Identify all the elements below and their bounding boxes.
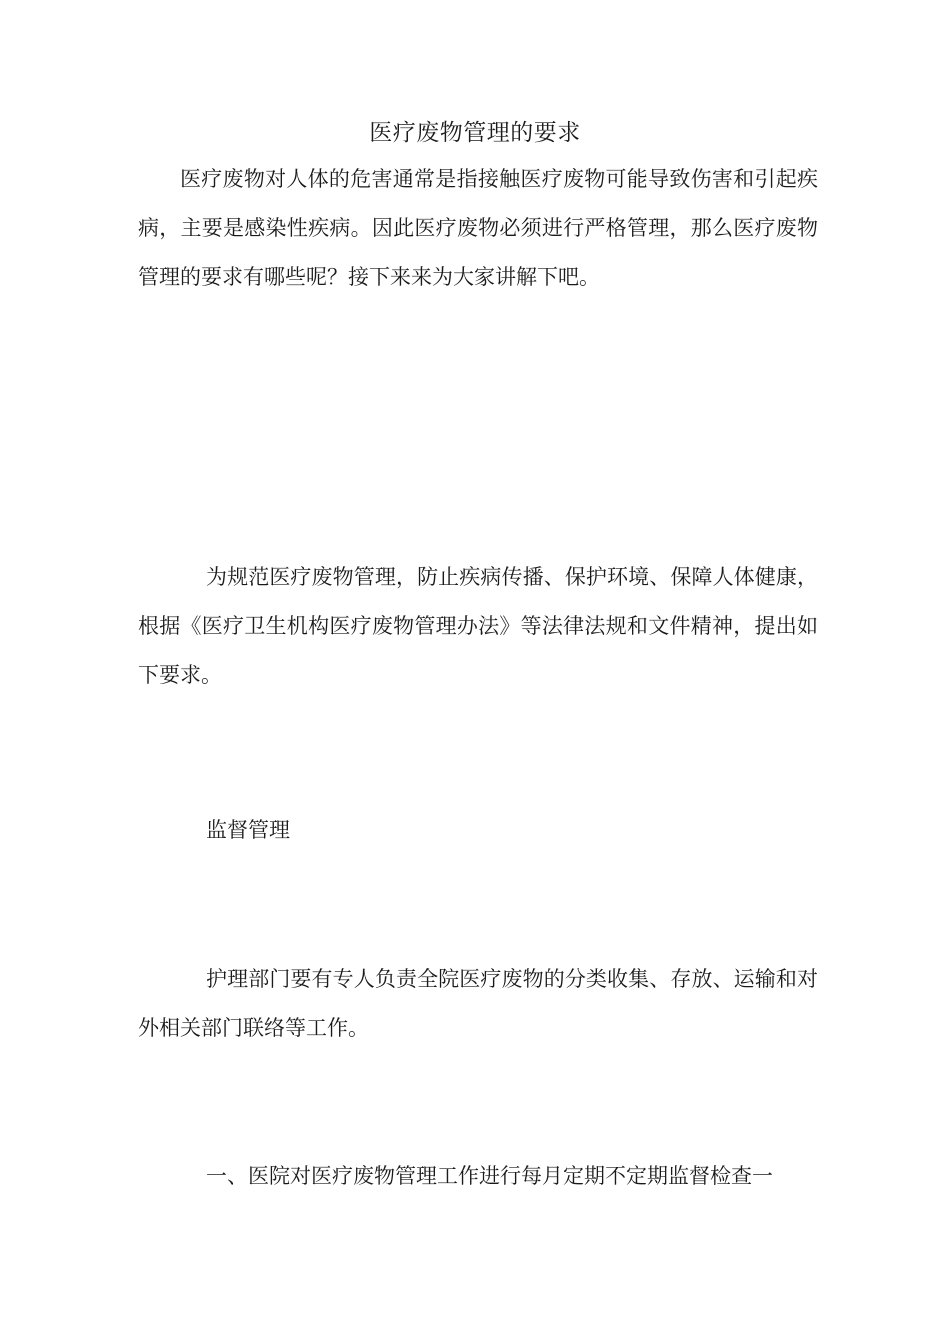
- section-heading-supervision: 监督管理: [206, 818, 290, 842]
- paragraph-purpose: 为规范医疗废物管理，防止疾病传播、保护环境、保障人体健康，根据《医疗卫生机构医疗废物管理办法》等法律法规和文件精神，提出如下要求。: [138, 565, 818, 687]
- paragraph-intro: 医疗废物对人体的危害通常是指接触医疗废物可能导致伤害和引起疾病，主要是感染性疾病。因此医疗废物必须进行严格管理，那么医疗废物管理的要求有哪些呢？接下来来为大家讲解下吧。: [138, 167, 818, 289]
- paragraph-nursing-dept: 护理部门要有专人负责全院医疗废物的分类收集、存放、运输和对外相关部门联络等工作。: [138, 967, 818, 1040]
- document-title: 医疗废物管理的要求: [369, 120, 581, 146]
- paragraph-item-one: 一、医院对医疗废物管理工作进行每月定期不定期监督检查一: [206, 1164, 773, 1188]
